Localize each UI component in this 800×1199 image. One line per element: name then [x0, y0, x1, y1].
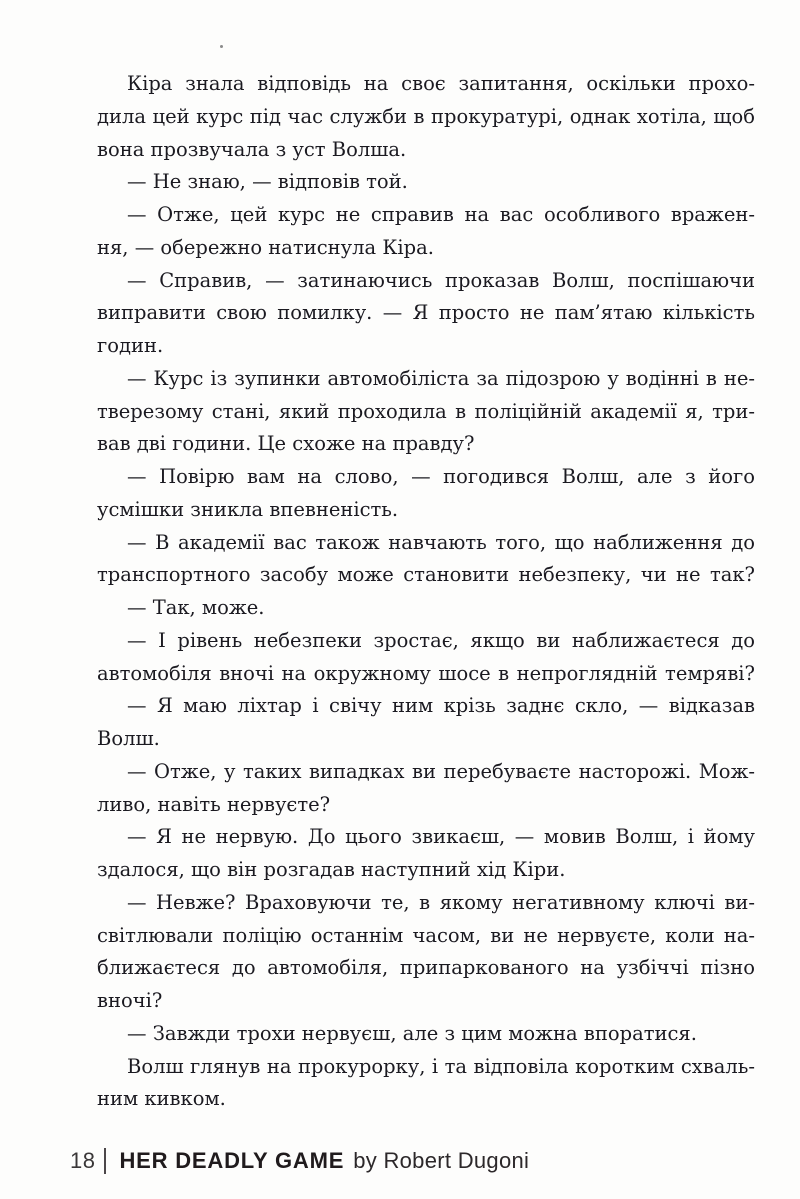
text-line: автомобіля вночі на окружному шосе в непроглядній темряві? [97, 661, 755, 685]
text-line: здалося, що він розгадав наступний хід Кіри. [97, 858, 566, 881]
scan-speck [220, 45, 223, 48]
text-line: вона прозвучала з уст Волша. [97, 137, 407, 161]
text-line: — Отже, у таких випадках ви перебуваєте насторожі. Мож- [127, 759, 755, 783]
text-line: Кіра знала відповідь на своє запитання, оскільки прохо- [127, 72, 755, 95]
text-line: — Завжди трохи нервуєш, але з цим можна впоратися. [127, 1021, 697, 1045]
text-line: усмішки зникла впевненість. [97, 497, 399, 521]
text-line: — І рівень небезпеки зростає, якщо ви наближаєтеся до [127, 628, 755, 652]
book-author: by Robert Dugoni [353, 1148, 530, 1173]
text-line: вав дві години. Це схоже на правду? [97, 432, 475, 456]
text-line: транспортного засобу може становити небезпеку, чи не так? [97, 563, 755, 587]
page-number: 18 [70, 1148, 96, 1173]
text-line: — Курс із зупинки автомобіліста за підозрою у водінні в не- [127, 366, 755, 390]
text-line: — Отже, цей курс не справив на вас особливого вражен- [127, 203, 755, 226]
text-line: — В академії вас також навчають того, що наближення до [127, 530, 755, 554]
page-footer [70, 1146, 529, 1176]
book-title: HER DEADLY GAME [119, 1148, 345, 1173]
text-line: — Я маю ліхтар і свічу ним крізь заднє скло, — відказав [127, 694, 755, 718]
text-line: — Я не нервую. До цього звикаєш, — мовив Волш, і йому [127, 825, 755, 849]
text-line: виправити свою помилку. — Я просто не пам’ятаю кількість [97, 301, 755, 325]
text-line: — Повірю вам на слово, — погодився Волш, але з його [127, 465, 755, 488]
text-line: — Так, може. [127, 596, 265, 619]
text-line: ливо, навіть нервуєте? [97, 792, 331, 816]
text-line: — Невже? Враховуючи те, в якому негативному ключі ви- [127, 890, 755, 914]
text-line: Волш. [97, 727, 160, 750]
text-line: тверезому стані, який проходила в поліційній академії я, три- [97, 399, 755, 423]
text-line: ближаєтеся до автомобіля, припаркованого на узбіччі пізно [97, 956, 755, 980]
text-line: — Не знаю, — відповів той. [127, 170, 408, 194]
text-line: ним кивком. [97, 1087, 226, 1111]
text-line: світлювали поліцію останнім часом, ви не нервуєте, коли на- [97, 923, 755, 947]
text-line: дила цей курс під час служби в прокуратурі, однак хотіла, щоб [97, 104, 755, 128]
text-line: ня, — обережно натиснула Кіра. [97, 235, 434, 259]
footer-divider [104, 1148, 106, 1174]
text-line: Волш глянув на прокурорку, і та відповіла коротким схваль- [127, 1054, 755, 1078]
text-line: — Справив, — затинаючись проказав Волш, поспішаючи [127, 268, 755, 292]
text-line: годин. [97, 334, 164, 357]
text-line: вночі? [97, 989, 163, 1012]
page-text [97, 68, 755, 1116]
